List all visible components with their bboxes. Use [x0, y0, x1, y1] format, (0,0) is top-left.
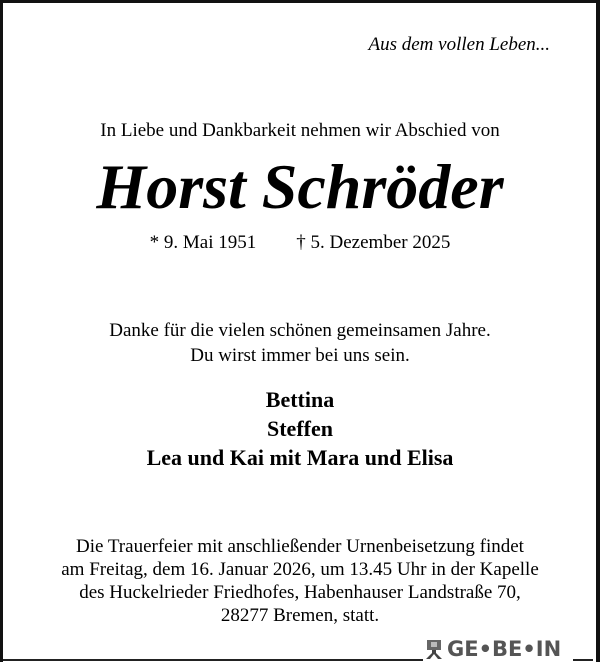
logo-text: GE•BE•IN [447, 637, 562, 661]
gebein-figure-icon [425, 639, 443, 659]
thanks-line: Danke für die vielen schönen gemeinsamen Jahre. [109, 320, 491, 341]
service-line: am Freitag, dem 16. Januar 2026, um 13.45 Uhr in der Kapelle [61, 559, 539, 580]
service-line: des Huckelrieder Friedhofes, Habenhauser Landstraße 70, [79, 582, 521, 603]
family-member: Bettina [265, 387, 335, 412]
service-line: 28277 Bremen, statt. [220, 605, 380, 626]
service-line: Die Trauerfeier mit anschließender Urnenbeisetzung findet [76, 536, 524, 557]
family-member: Lea und Kai mit Mara und Elisa [146, 445, 454, 470]
death-date: † 5. Dezember 2025 [296, 232, 451, 253]
thanks-message [0, 318, 600, 368]
gebein-logo [423, 636, 573, 662]
thanks-line: Du wirst immer bei uns sein. [190, 345, 410, 366]
family-signatures [0, 385, 600, 472]
intro-text: In Liebe und Dankbarkeit nehmen wir Abschied von [100, 120, 500, 141]
life-dates [0, 232, 600, 254]
motto: Aus dem vollen Leben... [368, 34, 550, 55]
family-member: Steffen [267, 416, 333, 441]
birth-date: * 9. Mai 1951 [149, 232, 257, 253]
deceased-name: Horst Schröder [96, 151, 504, 222]
service-details [0, 535, 600, 627]
